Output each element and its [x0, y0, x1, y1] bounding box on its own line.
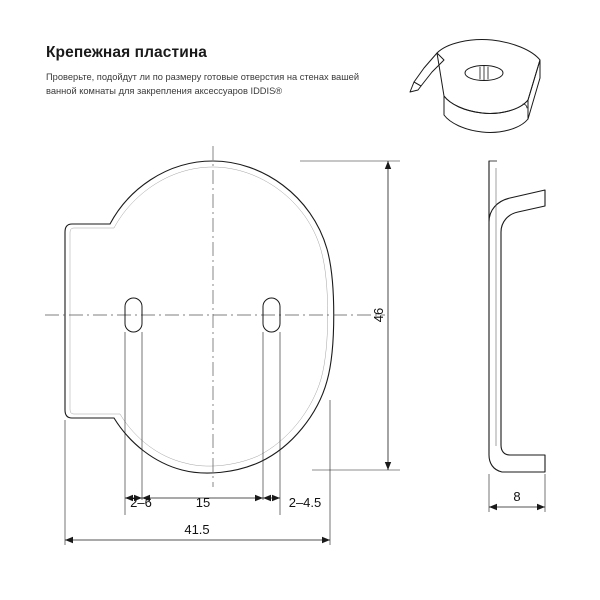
front-view-outline — [65, 161, 334, 473]
dimension-label-hole-right: 2–4.5 — [288, 495, 322, 510]
page-description: Проверьте, подойдут ли по размеру готовые отверстия на стенах вашей ванной комнаты для закрепления аксессуаров IDDIS® — [46, 72, 360, 96]
front-view-inner-contour — [70, 167, 328, 466]
dimension-label-hole-center: 15 — [195, 495, 211, 510]
side-view — [489, 161, 545, 472]
dimension-total-width — [65, 537, 330, 543]
dimension-label-total-width: 41.5 — [184, 522, 210, 537]
dimension-label-thickness: 8 — [513, 489, 521, 504]
front-view-extension-lines — [65, 161, 400, 545]
dimension-label-height: 46 — [371, 307, 386, 323]
dimension-label-hole-left: 2–6 — [130, 495, 152, 510]
dimension-thickness — [489, 504, 545, 510]
page-title: Крепежная пластина — [46, 44, 208, 61]
isometric-view — [410, 40, 540, 133]
